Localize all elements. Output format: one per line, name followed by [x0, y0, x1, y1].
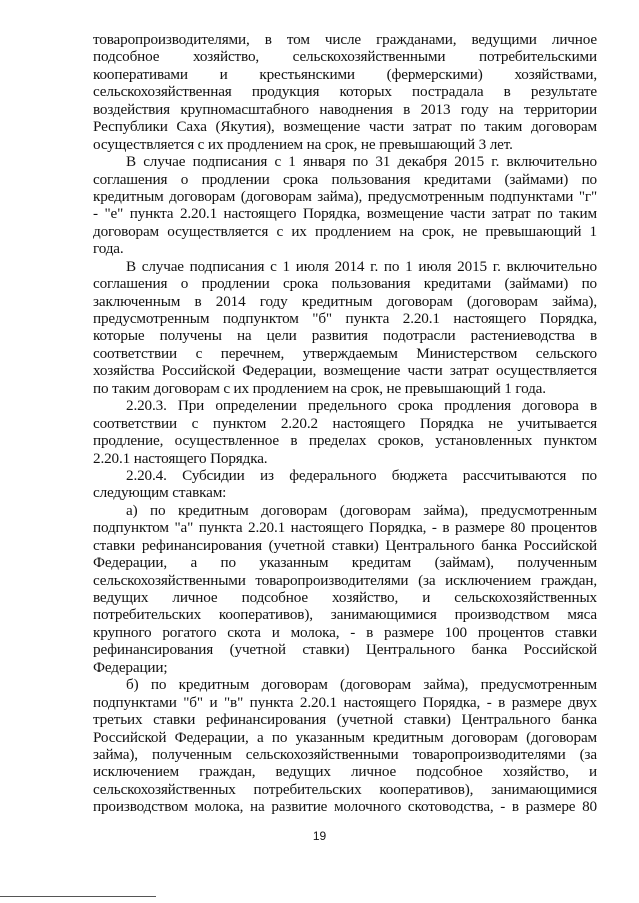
- text-line: по таким договорам с их продлением на срок, не превышающий 1 года.: [93, 379, 546, 397]
- text-line: Федерации;: [93, 658, 168, 676]
- text-line: осуществляется с их продлением на срок, не превышающий 3 лет.: [93, 135, 513, 153]
- text-line: ведущих личное подсобное хозяйство, и сельскохозяйственных: [93, 589, 597, 606]
- text-line: В случае подписания с 1 июля 2014 г. по 1 июля 2015 г. включительно: [126, 257, 597, 275]
- text-line: а) по кредитным договорам (договорам займа), предусмотренным: [126, 501, 597, 519]
- text-line: подпунктом "а" пункта 2.20.1 настоящего Порядка, - в размере 80 процентов: [93, 519, 597, 537]
- text-line: которые получены на цели развития подотрасли растениеводства в: [93, 327, 597, 345]
- text-line: товаропроизводителями, в том числе гражданами, ведущими личное: [93, 31, 597, 48]
- text-line: производством молока, на развитие молочного скотоводства, - в размере 80: [93, 798, 597, 816]
- text-line: Российской Федерации, а по указанным кредитным договорам (договорам: [93, 728, 597, 746]
- paragraph: [93, 467, 597, 502]
- text-line: следующим ставкам:: [93, 484, 227, 502]
- text-line: подсобное хозяйство, сельскохозяйственными потребительскими: [93, 48, 597, 66]
- text-line: займа), полученным сельскохозяйственными товаропроизводителями (за: [93, 745, 597, 763]
- text-line: продление, осуществленное в пределах сроков, установленных пунктом: [93, 432, 597, 450]
- text-line: Федерации, а по указанным кредитам (займам), полученным: [93, 554, 597, 572]
- paragraph: [93, 258, 597, 398]
- text-line: соглашения о продлении срока пользования кредитами (займами) по: [93, 170, 597, 188]
- text-line: года.: [93, 240, 124, 258]
- text-line: 2.20.3. При определении предельного срока продления договора в: [126, 397, 597, 415]
- text-line: подпунктами "б" и "в" пункта 2.20.1 настоящего Порядка, - в размере двух: [93, 693, 597, 711]
- footer-rule: [0, 896, 156, 897]
- paragraph: [93, 31, 597, 153]
- text-line: предусмотренным подпунктом "б" пункта 2.20.1 настоящего Порядка,: [93, 310, 597, 327]
- text-line: сельскохозяйственных потребительских кооперативов), занимающимися: [93, 780, 597, 798]
- paragraph: [93, 153, 597, 258]
- text-line: соглашения о продлении срока пользования кредитами (займами) по: [93, 275, 597, 293]
- text-line: заключенным в 2014 году кредитным договорам (договорам займа),: [93, 292, 597, 310]
- text-line: ставки рефинансирования (учетной ставки) Центрального банка Российской: [93, 536, 597, 554]
- page-number: 19: [312, 829, 327, 843]
- text-line: третьих ставки рефинансирования (учетной ставки) Центрального банка: [93, 711, 597, 729]
- paragraph: [93, 502, 597, 676]
- text-line: исключением граждан, ведущих личное подсобное хозяйство, и: [93, 763, 597, 781]
- text-line: б) по кредитным договорам (договорам займа), предусмотренным: [126, 676, 597, 694]
- document-body: [93, 31, 597, 816]
- paragraph: [93, 397, 597, 467]
- text-line: 2.20.4. Субсидии из федерального бюджета рассчитываются по: [126, 466, 597, 484]
- text-line: потребительских кооперативов), занимающимися производством мяса: [93, 606, 597, 624]
- text-line: воздействия крупномасштабного наводнения в 2013 году на территории: [93, 100, 597, 118]
- text-line: Республики Саха (Якутия), возмещение части затрат по таким договорам: [93, 118, 597, 136]
- text-line: сельскохозяйственная продукция которых пострадала в результате: [93, 83, 597, 101]
- text-line: крупного рогатого скота и молока, - в размере 100 процентов ставки: [93, 623, 597, 641]
- text-line: - "е" пункта 2.20.1 настоящего Порядка, возмещение части затрат по таким: [93, 205, 597, 223]
- paragraph: [93, 676, 597, 816]
- text-line: В случае подписания с 1 января по 31 декабря 2015 г. включительно: [126, 153, 597, 171]
- text-line: рефинансирования (учетной ставки) Центрального банка Российской: [93, 641, 597, 659]
- text-line: соответствии с пунктом 2.20.2 настоящего Порядка не учитывается: [93, 414, 597, 432]
- text-line: соответствии с перечнем, утверждаемым Министерством сельского: [93, 344, 597, 362]
- text-line: кооперативами и крестьянскими (фермерскими) хозяйствами,: [93, 65, 597, 83]
- text-line: кредитным договорам (договорам займа), предусмотренным подпунктами "г": [93, 187, 597, 205]
- text-line: хозяйства Российской Федерации, возмещение части затрат осуществляется: [93, 362, 597, 380]
- text-line: 2.20.1 настоящего Порядка.: [93, 449, 268, 467]
- text-line: сельскохозяйственными товаропроизводителями (за исключением граждан,: [93, 571, 597, 589]
- text-line: договорам осуществляется с их продлением на срок, не превышающий 1: [93, 222, 597, 240]
